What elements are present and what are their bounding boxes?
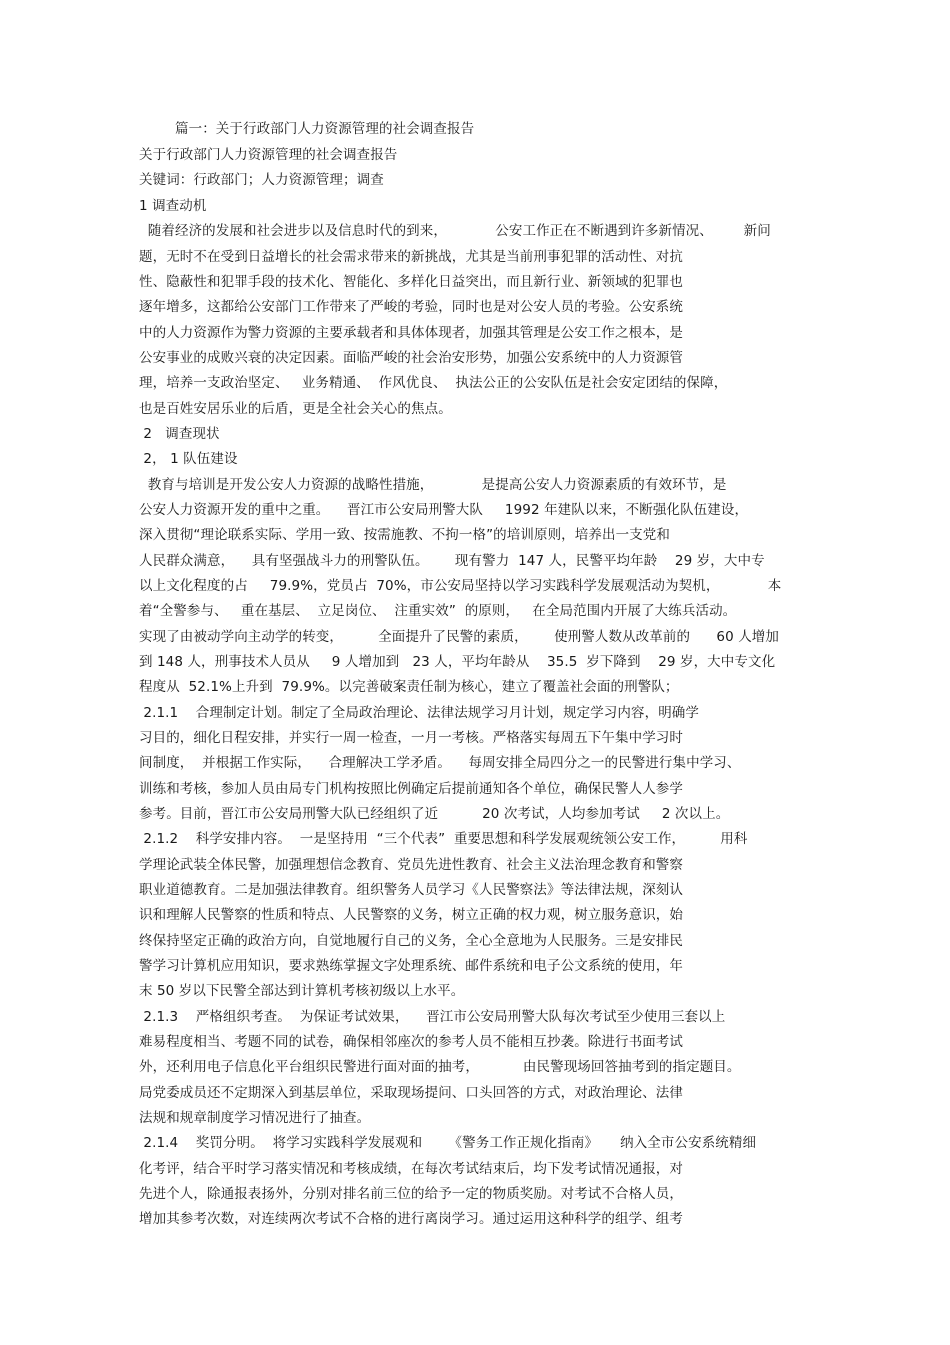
paragraph-line: 末 50 岁以下民警全部达到计算机考核初级以上水平。 <box>139 983 465 999</box>
document-title: 关于行政部门人力资源管理的社会调查报告 <box>139 147 398 163</box>
document-heading: 篇一：关于行政部门人力资源管理的社会调查报告 <box>175 121 475 137</box>
paragraph-line: 法规和规章制度学习情况进行了抽查。 <box>139 1110 371 1126</box>
paragraph-line: 职业道德教育。二是加强法律教育。组织警务人员学习《人民警察法》等法律法规，深刻认 <box>139 882 683 898</box>
paragraph-line: 随着经济的发展和社会进步以及信息时代的到来， 公安工作正在不断遇到许多新情况、 新问 <box>139 223 771 239</box>
paragraph-line: 着“全警参与、 重在基层、 立足岗位、 注重实效” 的原则， 在全局范围内开展了大练兵活动。 <box>139 603 737 619</box>
paragraph-line: 也是百姓安居乐业的后盾，更是全社会关心的焦点。 <box>139 401 452 417</box>
paragraph-line: 教育与培训是开发公安人力资源的战略性措施， 是提高公安人力资源素质的有效环节，是 <box>139 477 727 493</box>
paragraph-line: 局党委成员还不定期深入到基层单位，采取现场提问、口头回答的方式，对政治理论、法律 <box>139 1085 683 1101</box>
paragraph-line: 终保持坚定正确的政治方向，自觉地履行自己的义务，全心全意地为人民服务。三是安排民 <box>139 933 683 949</box>
paragraph-line: 公安人力资源开发的重中之重。 晋江市公安局刑警大队 1992 年建队以来，不断强化队伍建设， <box>139 502 749 518</box>
paragraph-line: 学理论武装全体民警，加强理想信念教育、党员先进性教育、社会主义法治理念教育和警察 <box>139 857 683 873</box>
paragraph-line: 深入贯彻“理论联系实际、学用一致、按需施教、不拘一格”的培训原则，培养出一支党和 <box>139 527 670 543</box>
paragraph-line: 性、隐蔽性和犯罪手段的技术化、智能化、多样化日益突出，而且新行业、新领域的犯罪也 <box>139 274 683 290</box>
paragraph-line: 难易程度相当、考题不同的试卷，确保相邻座次的参考人员不能相互抄袭。除进行书面考试 <box>139 1034 683 1050</box>
paragraph-line: 外，还利用电子信息化平台组织民警进行面对面的抽考， 由民警现场回答抽考到的指定题目。 <box>139 1059 741 1075</box>
paragraph-line: 识和理解人民警察的性质和特点、人民警察的义务，树立正确的权力观，树立服务意识，始 <box>139 907 683 923</box>
paragraph-line: 人民群众满意， 具有坚强战斗力的刑警队伍。 现有警力 147 人，民警平均年龄 29 岁，大中专 <box>139 553 765 569</box>
paragraph-line: 2.1.1 合理制定计划。制定了全局政治理论、法律法规学习月计划，规定学习内容，明确学 <box>139 705 700 721</box>
paragraph-line: 中的人力资源作为警力资源的主要承载者和具体体现者，加强其管理是公安工作之根本，是 <box>139 325 683 341</box>
paragraph-line: 警学习计算机应用知识，要求熟练掌握文字处理系统、邮件系统和电子公文系统的使用，年 <box>139 958 683 974</box>
paragraph-line: 公安事业的成败兴衰的决定因素。面临严峻的社会治安形势，加强公安系统中的人力资源管 <box>139 350 683 366</box>
paragraph-line: 间制度， 并根据工作实际， 合理解决工学矛盾。 每周安排全局四分之一的民警进行集中学习、 <box>139 755 741 771</box>
section-heading: 2 调查现状 <box>139 426 220 442</box>
paragraph-line: 程度从 52.1%上升到 79.9%。以完善破案责任制为核心，建立了覆盖社会面的刑警队； <box>139 679 679 695</box>
paragraph-line: 训练和考核，参加人员由局专门机构按照比例确定后提前通知各个单位，确保民警人人参学 <box>139 781 683 797</box>
paragraph-line: 化考评，结合平时学习落实情况和考核成绩，在每次考试结束后，均下发考试情况通报，对 <box>139 1161 683 1177</box>
section-heading: 1 调查动机 <box>139 198 207 214</box>
subsection-heading: 2， 1 队伍建设 <box>139 451 238 467</box>
paragraph-line: 题，无时不在受到日益增长的社会需求带来的新挑战，尤其是当前刑事犯罪的活动性、对抗 <box>139 249 683 265</box>
paragraph-line: 2.1.3 严格组织考查。 为保证考试效果， 晋江市公安局刑警大队每次考试至少使用三套以上 <box>139 1009 726 1025</box>
paragraph-line: 增加其参考次数，对连续两次考试不合格的进行离岗学习。通过运用这种科学的组学、组考 <box>139 1211 683 1227</box>
paragraph-line: 以上文化程度的占 79.9%，党员占 70%，市公安局坚持以学习实践科学发展观活动为契机， 本 <box>139 578 782 594</box>
paragraph-line: 到 148 人，刑事技术人员从 9 人增加到 23 人，平均年龄从 35.5 岁下降到 29 岁，大中专文化 <box>139 654 776 670</box>
paragraph-line: 习目的，细化日程安排，并实行一周一检查，一月一考核。严格落实每周五下午集中学习时 <box>139 730 683 746</box>
paragraph-line: 参考。目前，晋江市公安局刑警大队已经组织了近 20 次考试，人均参加考试 2 次以上。 <box>139 806 730 822</box>
keywords-line: 关键词：行政部门；人力资源管理；调查 <box>139 172 384 188</box>
paragraph-line: 先进个人，除通报表扬外，分别对排名前三位的给予一定的物质奖励。对考试不合格人员， <box>139 1186 683 1202</box>
paragraph-line: 2.1.2 科学安排内容。 一是坚持用 “三个代表” 重要思想和科学发展观统领公安工作， 用科 <box>139 831 748 847</box>
paragraph-line: 2.1.4 奖罚分明。 将学习实践科学发展观和 《警务工作正规化指南》 纳入全市公安系统精细 <box>139 1135 757 1151</box>
paragraph-line: 实现了由被动学向主动学的转变， 全面提升了民警的素质， 使刑警人数从改革前的 60 人增加 <box>139 629 779 645</box>
paragraph-line: 理，培养一支政治坚定、 业务精通、 作风优良、 执法公正的公安队伍是社会安定团结的保障， <box>139 375 728 391</box>
paragraph-line: 逐年增多，这都给公安部门工作带来了严峻的考验，同时也是对公安人员的考验。公安系统 <box>139 299 683 315</box>
